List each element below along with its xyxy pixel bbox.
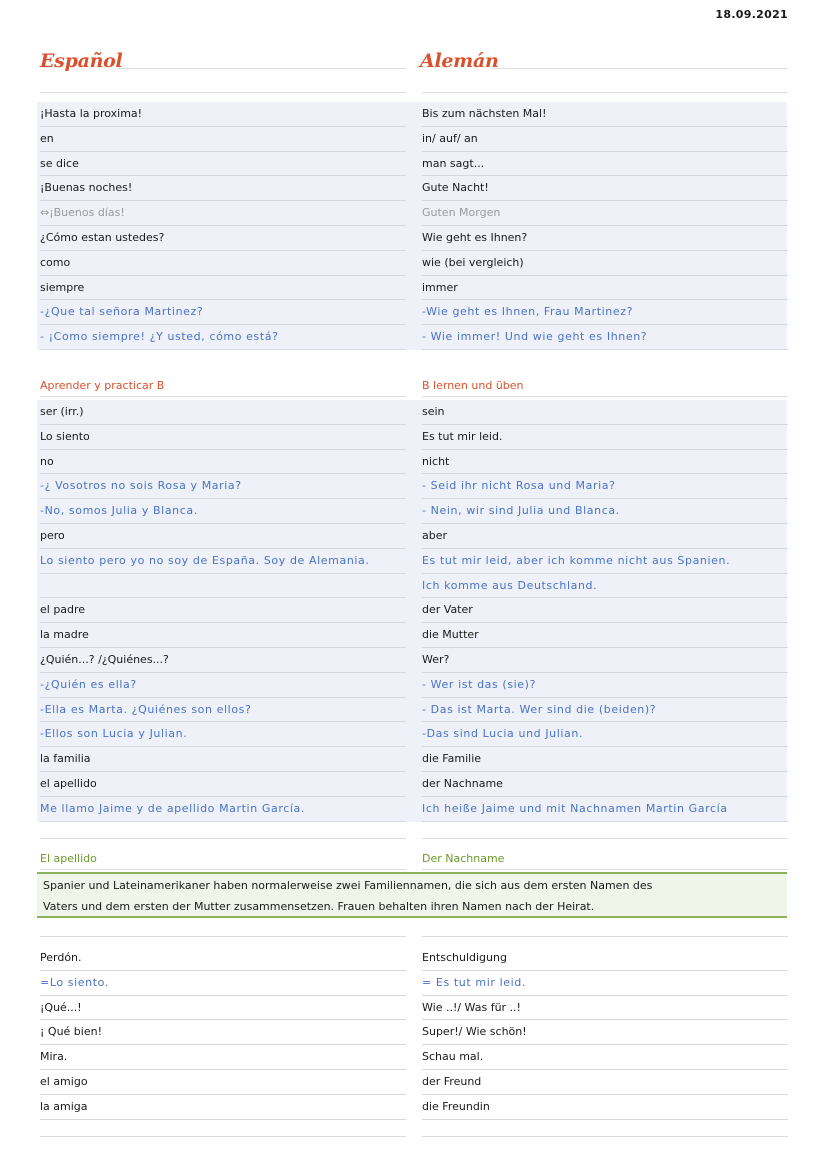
section-heading-es-1: Aprender y practicar B: [40, 376, 406, 397]
vocab-spanish: Lo siento pero yo no soy de España. Soy de Alemania.: [40, 549, 406, 574]
spacer-rule-left-2: [40, 838, 406, 839]
vocab-spanish: el amigo: [40, 1070, 406, 1095]
vocab-spanish: la madre: [40, 623, 406, 648]
vocab-spanish: =Lo siento.: [40, 971, 406, 996]
vocab-german: - Nein, wir sind Julia und Blanca.: [422, 499, 788, 524]
vocab-german: Es tut mir leid.: [422, 425, 788, 450]
spacer-rule-left: [40, 92, 406, 93]
vocab-spanish: se dice: [40, 152, 406, 177]
vocab-german: die Familie: [422, 747, 788, 772]
vocab-spanish: ser (irr.): [40, 400, 406, 425]
info-note-line: Spanier und Lateinamerikaner haben normalerweise zwei Familiennamen, die sich aus dem ersten Namen des: [43, 879, 653, 892]
vocab-german: Super!/ Wie schön!: [422, 1020, 788, 1045]
spacer-rule-left-3: [40, 936, 406, 937]
spacer-rule-right-3: [422, 936, 788, 937]
vocab-german: - Wer ist das (sie)?: [422, 673, 788, 698]
header-german: Alemán: [420, 50, 499, 72]
vocab-spanish: siempre: [40, 276, 406, 301]
vocab-german: in/ auf/ an: [422, 127, 788, 152]
spacer-rule-right-2: [422, 838, 788, 839]
vocab-spanish: Mira.: [40, 1045, 406, 1070]
vocab-spanish: ¡Hasta la proxima!: [40, 102, 406, 127]
date-label: 18.09.2021: [715, 8, 788, 21]
vocab-spanish: Me llamo Jaime y de apellido Martin García.: [40, 797, 406, 822]
vocab-german: sein: [422, 400, 788, 425]
vocab-german: der Nachname: [422, 772, 788, 797]
vocab-german: der Freund: [422, 1070, 788, 1095]
vocab-spanish: -Ella es Marta. ¿Quiénes son ellos?: [40, 698, 406, 723]
vocab-german: Wie ..!/ Was für ..!: [422, 996, 788, 1021]
vocab-spanish: -¿Quién es ella?: [40, 673, 406, 698]
section-heading-es-2: El apellido: [40, 849, 406, 870]
spacer-rule-right: [422, 92, 788, 93]
vocab-german: Schau mal.: [422, 1045, 788, 1070]
section-heading-de-2: Der Nachname: [422, 849, 788, 870]
header-rule-right: [492, 68, 788, 69]
vocab-german: = Es tut mir leid.: [422, 971, 788, 996]
vocab-german: Guten Morgen: [422, 201, 788, 226]
vocab-spanish: [40, 574, 406, 599]
vocab-spanish: la familia: [40, 747, 406, 772]
vocab-spanish: -¿Que tal señora Martinez?: [40, 300, 406, 325]
vocab-spanish: ¿Quién...? /¿Quiénes...?: [40, 648, 406, 673]
vocab-german: Ich heiße Jaime und mit Nachnamen Martin García: [422, 797, 788, 822]
vocab-german: Bis zum nächsten Mal!: [422, 102, 788, 127]
vocab-german: man sagt...: [422, 152, 788, 177]
vocab-spanish: -Ellos son Lucia y Julian.: [40, 722, 406, 747]
vocab-german: der Vater: [422, 598, 788, 623]
vocab-spanish: ⇔¡Buenos días!: [40, 201, 406, 226]
info-note-box: [37, 872, 787, 918]
header-rule-left: [118, 68, 406, 69]
vocab-spanish: Perdón.: [40, 946, 406, 971]
vocab-german: immer: [422, 276, 788, 301]
bottom-rule-left: [40, 1136, 406, 1137]
vocab-spanish: ¿Cómo estan ustedes?: [40, 226, 406, 251]
vocab-german: aber: [422, 524, 788, 549]
vocab-spanish: - ¡Como siempre! ¿Y usted, cómo está?: [40, 325, 406, 350]
bottom-rule-right: [422, 1136, 788, 1137]
info-note-line: Vaters und dem ersten der Mutter zusammensetzen. Frauen behalten ihren Namen nach der Heirat.: [43, 900, 595, 913]
vocab-spanish: el apellido: [40, 772, 406, 797]
vocab-spanish: -¿ Vosotros no sois Rosa y Maria?: [40, 474, 406, 499]
vocab-spanish: en: [40, 127, 406, 152]
vocab-german: -Das sind Lucia und Julian.: [422, 722, 788, 747]
header-spanish: Español: [40, 50, 123, 72]
vocab-spanish: ¡Qué...!: [40, 996, 406, 1021]
vocab-german: - Das ist Marta. Wer sind die (beiden)?: [422, 698, 788, 723]
vocab-german: nicht: [422, 450, 788, 475]
vocab-german: Ich komme aus Deutschland.: [422, 574, 788, 599]
vocab-german: - Wie immer! Und wie geht es Ihnen?: [422, 325, 788, 350]
vocab-german: wie (bei vergleich): [422, 251, 788, 276]
vocab-spanish: Lo siento: [40, 425, 406, 450]
vocab-spanish: pero: [40, 524, 406, 549]
vocab-spanish: ¡ Qué bien!: [40, 1020, 406, 1045]
vocab-spanish: ¡Buenas noches!: [40, 176, 406, 201]
vocab-german: - Seid ihr nicht Rosa und Maria?: [422, 474, 788, 499]
vocab-spanish: no: [40, 450, 406, 475]
vocab-german: Wie geht es Ihnen?: [422, 226, 788, 251]
vocab-spanish: el padre: [40, 598, 406, 623]
vocab-german: die Mutter: [422, 623, 788, 648]
section-heading-de-1: B lernen und üben: [422, 376, 788, 397]
vocab-german: Entschuldigung: [422, 946, 788, 971]
vocab-german: -Wie geht es Ihnen, Frau Martinez?: [422, 300, 788, 325]
vocab-german: die Freundin: [422, 1095, 788, 1120]
vocab-german: Gute Nacht!: [422, 176, 788, 201]
vocab-spanish: como: [40, 251, 406, 276]
vocab-spanish: la amiga: [40, 1095, 406, 1120]
vocab-german: Es tut mir leid, aber ich komme nicht aus Spanien.: [422, 549, 788, 574]
vocab-german: Wer?: [422, 648, 788, 673]
vocab-spanish: -No, somos Julia y Blanca.: [40, 499, 406, 524]
